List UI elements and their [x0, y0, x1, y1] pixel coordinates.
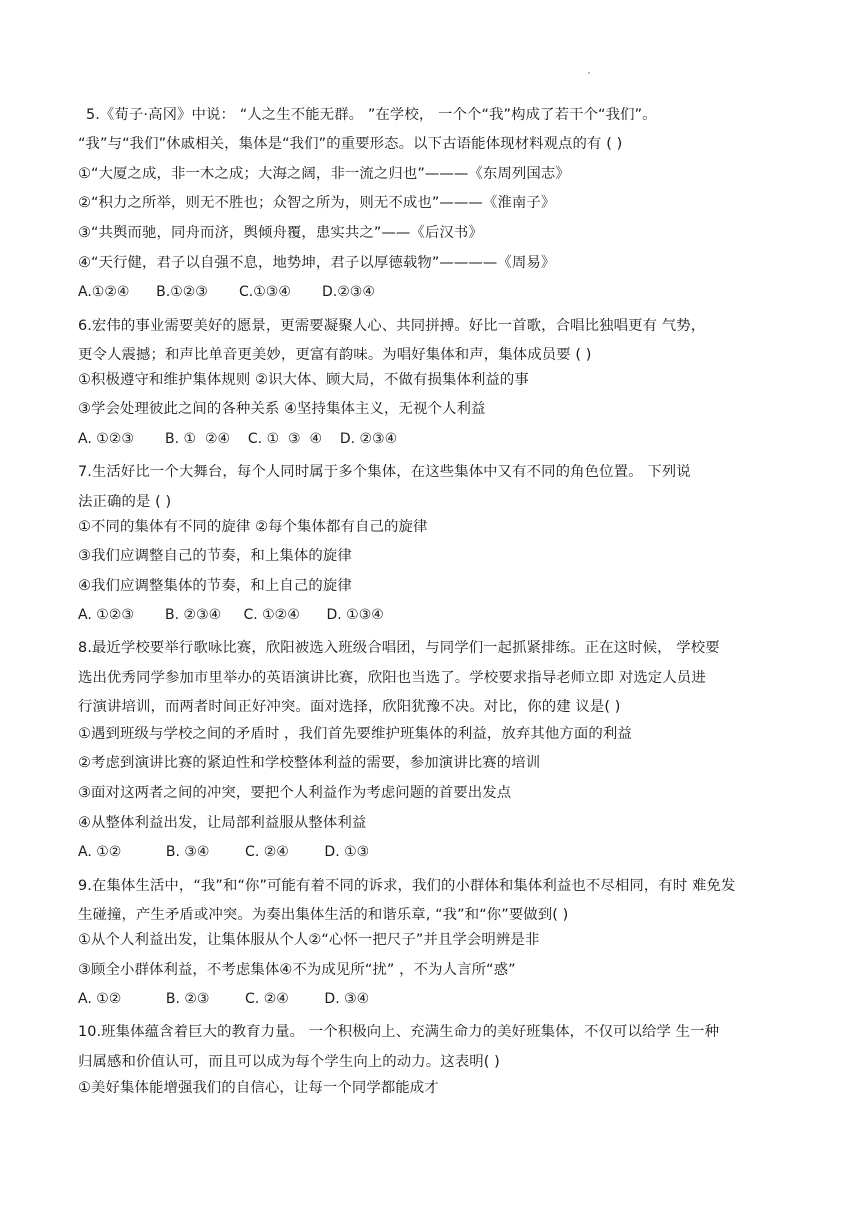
q9-stem-line-1: 9.在集体生活中，“我”和“你”可能有着不同的诉求，我们的小群体和集体利益也不尽相同，有时 难免发: [78, 878, 736, 894]
q6-choice-1-2: ①积极遵守和维护集体规则 ②识大体、顾大局，不做有损集体利益的事: [78, 372, 529, 388]
q5-choice-4: ④“天行健，君子以自强不息，地势坤，君子以厚德载物”————《周易》: [78, 255, 556, 271]
q5-stem-line-1: 5.《荀子·高冈》中说： “人之生不能无群。 ”在学校， 一个个“我”构成了若干个“我们”。: [86, 107, 657, 123]
q9-choice-1-2: ①从个人利益出发，让集体服从个人②“心怀一把尺子”并且学会明辨是非: [78, 932, 540, 948]
q7-stem-line-1: 7.生活好比一个大舞台，每个人同时属于多个集体，在这些集体中又有不同的角色位置。 下列说: [78, 464, 691, 480]
q7-options: A. ①②③ B. ②③④ C. ①②④ D. ①③④: [78, 607, 384, 623]
q6-stem-line-1: 6.宏伟的事业需要美好的愿景，更需要凝聚人心、共同拼搏。好比一首歌，合唱比独唱更有 气势，: [78, 318, 706, 334]
q8-stem-line-1: 8.最近学校要举行歌咏比赛，欣阳被选入班级合唱团，与同学们一起抓紧排练。正在这时候， 学校要: [78, 640, 720, 656]
q7-choice-3: ③我们应调整自己的节奏，和上集体的旋律: [78, 548, 352, 564]
scan-dot: [588, 72, 590, 74]
q9-options: A. ①② B. ②③ C. ②④ D. ③④: [78, 991, 370, 1007]
q9-stem-line-2: 生碰撞，产生矛盾或冲突。为奏出集体生活的和谐乐章, “我”和“你”要做到( ): [78, 907, 569, 923]
q8-choice-2: ②考虑到演讲比赛的紧迫性和学校整体利益的需要，参加演讲比赛的培训: [78, 755, 541, 771]
q8-options: A. ①② B. ③④ C. ②④ D. ①③: [78, 844, 370, 860]
q8-choice-1: ①遇到班级与学校之间的矛盾时 ，我们首先要维护班集体的利益，放弃其他方面的利益: [78, 726, 632, 742]
q5-options: A.①②④ B.①②③ C.①③④ D.②③④: [78, 284, 375, 300]
q10-stem-line-1: 10.班集体蕴含着巨大的教育力量。 一个积极向上、充满生命力的美好班集体，不仅可以给学 生一种: [78, 1024, 720, 1040]
q8-stem-line-3: 行演讲培训，而两者时间正好冲突。面对选择，欣阳犹豫不决。对比，你的建 议是( ): [78, 699, 621, 715]
q5-choice-1: ①“大厦之成，非一木之成；大海之阔，非一流之归也”———《东周列国志》: [78, 166, 570, 182]
q5-choice-3: ③“共舆而驰，同舟而济，舆倾舟覆，患实共之”——《后汉书》: [78, 225, 483, 241]
q7-choice-1-2: ①不同的集体有不同的旋律 ②每个集体都有自己的旋律: [78, 519, 428, 535]
q10-choice-1: ①美好集体能增强我们的自信心，让每一个同学都能成才: [78, 1080, 439, 1096]
q6-stem-line-2: 更令人震撼；和声比单音更美妙，更富有韵味。为唱好集体和声，集体成员要 ( ): [78, 347, 592, 363]
q10-stem-line-2: 归属感和价值认可，而且可以成为每个学生向上的动力。这表明( ): [78, 1054, 500, 1070]
q5-stem-line-2: “我”与“我们”休戚相关，集体是“我们”的重要形态。以下古语能体现材料观点的有 ( ): [78, 136, 623, 152]
q7-stem-line-2: 法正确的是 ( ): [78, 494, 172, 510]
q7-choice-4: ④我们应调整集体的节奏，和上自己的旋律: [78, 578, 352, 594]
q8-choice-3: ③面对这两者之间的冲突，要把个人利益作为考虑问题的首要出发点: [78, 785, 512, 801]
q6-options: A. ①②③ B. ① ②④ C. ① ③ ④ D. ②③④: [78, 431, 398, 447]
q8-stem-line-2: 选出优秀同学参加市里举办的英语演讲比赛，欣阳也当选了。学校要求指导老师立即 对选定人员进: [78, 670, 706, 686]
q9-choice-3-4: ③顾全小群体利益，不考虑集体④不为成见所“扰” ，不为人言所“惑”: [78, 962, 516, 978]
q8-choice-4: ④从整体利益出发，让局部利益服从整体利益: [78, 815, 367, 831]
q6-choice-3-4: ③学会处理彼此之间的各种关系 ④坚持集体主义，无视个人利益: [78, 401, 486, 417]
q5-choice-2: ②“积力之所举，则无不胜也；众智之所为，则无不成也”———《淮南子》: [78, 195, 556, 211]
